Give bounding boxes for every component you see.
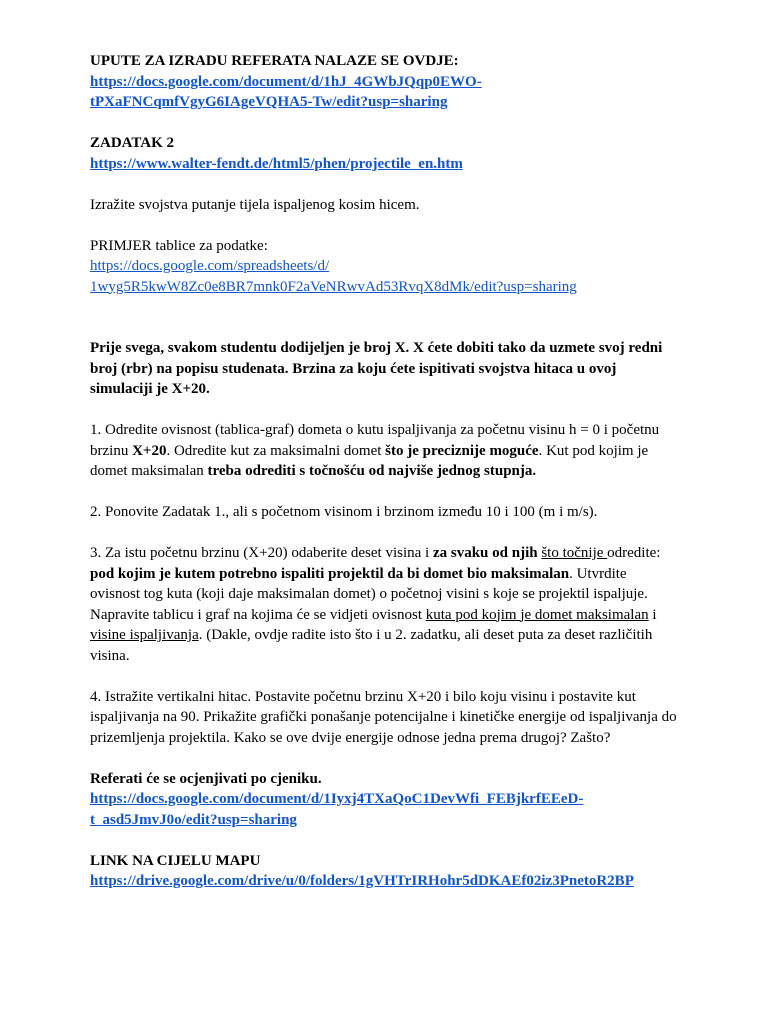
primjer-link[interactable] bbox=[90, 256, 680, 297]
task-1: 1. Odredite ovisnost (tablica-graf) dometa o kutu ispaljivanja za početnu visinu h = 0 i početnu brzinu X+20. Odredite kut za maksimalni domet što je preciznije moguće. Kut pod kojim je domet maksimalan treba odrediti s točnošću od najviše jednog stupnja. bbox=[90, 422, 660, 479]
folder-heading: LINK NA CIJELU MAPU bbox=[90, 852, 261, 869]
upute-link-line1: https://docs.google.com/document/d/1hJ_4GWbJQqp0EWO- bbox=[90, 73, 482, 90]
primjer-link-line1: https://docs.google.com/spreadsheets/d/ bbox=[90, 258, 330, 274]
folder-link[interactable] bbox=[90, 871, 680, 892]
grading-link-anchor[interactable] bbox=[90, 789, 680, 830]
upute-link-anchor[interactable] bbox=[90, 72, 680, 113]
task-4: 4. Istražite vertikalni hitac. Postavite početnu brzinu X+20 i bilo koju visinu i postavite kut ispaljivanja na 90. Prikažite grafički ponašanje potencijalne i kinetičke energije od ispaljivanja do prizemljenja projektila. Kako se ove dvije energije odnose jedna prema drugoj? Zašto? bbox=[90, 688, 677, 746]
primjer-link-line2: 1wyg5R5kwW8Zc0e8BR7mnk0F2aVeNRwvAd53RvqX8dMk/edit?usp=sharing bbox=[90, 278, 577, 295]
zadatak2-heading: ZADATAK 2 bbox=[90, 135, 175, 151]
upute-heading: UPUTE ZA IZRADU REFERATA NALAZE SE OVDJE: bbox=[90, 53, 459, 69]
grading-link-line1: https://docs.google.com/document/d/1Iyxj4TXaQoC1DevWfi_FEBjkrfEEeD- bbox=[90, 791, 584, 807]
primjer-label: PRIMJER tablice za podatke: bbox=[90, 237, 268, 254]
task-2: 2. Ponovite Zadatak 1., ali s početnom visinom i brzinom između 10 i 100 (m i m/s). bbox=[90, 504, 598, 520]
grading-link[interactable] bbox=[90, 789, 680, 830]
spreadsheet-link[interactable] bbox=[90, 256, 680, 297]
zadatak2-intro: Izražite svojstva putanje tijela ispaljenog kosim hicem. bbox=[90, 196, 420, 213]
zadatak2-link[interactable] bbox=[90, 154, 680, 175]
document-page bbox=[90, 51, 680, 892]
grading-heading: Referati će se ocjenjivati po cjeniku. bbox=[90, 770, 322, 787]
upute-link-line2: tPXaFNCqmfVgyG6IAgeVQHA5-Tw/edit?usp=sharing bbox=[90, 94, 448, 110]
upute-link[interactable] bbox=[90, 72, 680, 113]
grading-link-line2: t_asd5JmvJ0o/edit?usp=sharing bbox=[90, 811, 297, 828]
student-number-note: Prije svega, svakom studentu dodijeljen je broj X. X ćete dobiti tako da uzmete svoj redni broj (rbr) na popisu studenata. Brzina za koju ćete ispitivati svojstva hitaca u ovoj simulaciji je X+20. bbox=[90, 340, 663, 397]
folder-link-anchor[interactable]: https://drive.google.com/drive/u/0/folders/1gVHTrIRHohr5dDKAEf02iz3PnetoR2BP bbox=[90, 873, 634, 889]
simulation-link[interactable]: https://www.walter-fendt.de/html5/phen/projectile_en.htm bbox=[90, 155, 463, 172]
task-3: 3. Za istu početnu brzinu (X+20) odaberite deset visina i za svaku od njih što točnije odredite: pod kojim je kutem potrebno ispaliti projektil da bi domet bio maksimalan. Utvrdite ovisnost tog kuta (koji daje maksimalan domet) o početnoj visini s koje se projektil ispaljuje. Napravite tablicu i graf na kojima će se vidjeti ovisnost kuta pod kojim je domet maksimalan i visine ispaljivanja. (Dakle, ovdje radite isto što i u 2. zadatku, ali deset puta za deset različitih visina. bbox=[90, 545, 661, 664]
